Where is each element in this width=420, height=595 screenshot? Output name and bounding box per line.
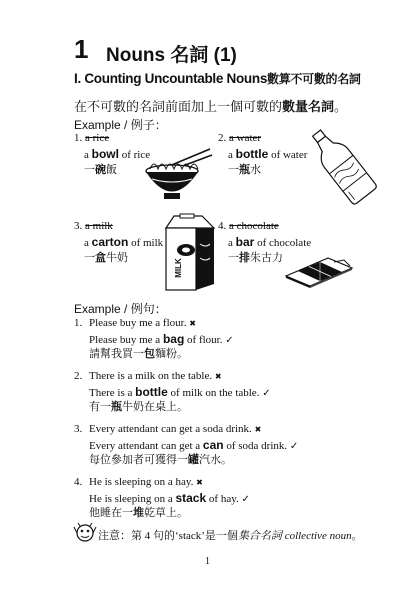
item-number: 3. <box>74 220 83 232</box>
note-term-en: collective noun <box>281 530 352 542</box>
example-item-rice <box>74 131 150 179</box>
section-title-en: I. Counting Uncountable Nouns <box>74 71 268 86</box>
sentence-keyword: can <box>202 437 224 452</box>
item-zh-post: 牛奶 <box>106 252 128 264</box>
item-number: 2. <box>218 132 227 144</box>
item-keyword: bowl <box>91 146 119 161</box>
cross-icon: ✖ <box>189 319 196 328</box>
example-item-milk <box>74 219 163 267</box>
item-zh-pre: 一 <box>84 252 95 264</box>
item-number: 1. <box>74 132 83 144</box>
examples-label: Example / 例子： <box>74 118 167 132</box>
sentence-wrong: He is sleeping on a hay. <box>89 476 194 488</box>
sentence-zh-bold: 罐 <box>188 454 199 466</box>
item-zh-pre: 一 <box>84 164 95 176</box>
sentence-keyword: bag <box>162 331 185 346</box>
item-zh-bold: 排 <box>239 252 250 264</box>
chapter-title: Nouns 名詞 (1) <box>106 45 237 66</box>
sentence-right-pre: Every attendant can get a <box>89 439 203 452</box>
sentence-wrong: Every attendant can get a soda drink. <box>89 423 252 435</box>
rice-bowl-icon <box>142 145 212 205</box>
item-zh-pre: 一 <box>228 164 239 176</box>
section-title-zh: 數算不可數的名詞 <box>267 72 361 86</box>
chocolate-bar-icon <box>284 254 354 288</box>
item-post: of rice <box>118 148 151 161</box>
sentence-right-pre: He is sleeping on a <box>89 492 176 505</box>
note-term-zh: 集合名詞 <box>237 530 282 542</box>
intro-text <box>74 96 347 115</box>
sentences-label: Example / 例句： <box>74 302 167 316</box>
intro-after: 。 <box>334 99 348 114</box>
sentence-right-pre: Please buy me a <box>89 333 163 346</box>
item-zh-post: 水 <box>250 164 261 176</box>
sentence-2 <box>74 369 404 417</box>
item-wrong-noun: a milk <box>85 220 113 232</box>
sentence-3 <box>74 422 404 470</box>
sentence-number: 4. <box>74 476 83 488</box>
sentence-number: 1. <box>74 317 83 329</box>
sentence-zh-pre: 他睡在一 <box>89 507 133 519</box>
item-zh-bold: 盒 <box>95 252 106 264</box>
sentence-zh-post: 牛奶在桌上。 <box>122 401 188 413</box>
item-post: of milk <box>128 236 164 249</box>
item-keyword: bar <box>235 234 255 249</box>
sentence-keyword: bottle <box>135 384 168 399</box>
water-bottle-icon <box>312 124 372 204</box>
cross-icon: ✖ <box>254 425 262 434</box>
item-pre: a <box>84 148 92 161</box>
sentence-zh-bold: 包 <box>144 348 155 360</box>
item-zh-post: 朱古力 <box>250 252 283 264</box>
item-pre: a <box>228 148 236 161</box>
sentence-number: 2. <box>74 370 83 382</box>
note-prefix: 注意：第 4 句的‘stack’是一個 <box>98 530 238 542</box>
sentence-right-post: of flour. <box>184 333 223 346</box>
sentence-right-post: of hay. <box>206 492 239 505</box>
item-post: of chocolate <box>254 236 312 249</box>
sentence-wrong: Please buy me a flour. <box>89 317 187 329</box>
sentence-keyword: stack <box>175 490 207 505</box>
check-icon: ✓ <box>262 387 271 399</box>
sentence-zh-pre: 每位參加者可獲得一 <box>89 454 188 466</box>
example-item-water <box>218 131 307 179</box>
item-post: of water <box>268 148 308 161</box>
page-number: 1 <box>205 556 210 567</box>
item-zh-bold: 碗 <box>95 164 106 176</box>
item-zh-bold: 瓶 <box>239 164 250 176</box>
sentence-zh-post: 汽水。 <box>199 454 232 466</box>
sentence-number: 3. <box>74 423 83 435</box>
note-suffix: 。 <box>351 530 363 542</box>
intro-bold: 數量名詞 <box>282 99 335 114</box>
sentence-right-post: of milk on the table. <box>167 386 260 399</box>
item-keyword: bottle <box>235 146 269 161</box>
cross-icon: ✖ <box>196 478 203 487</box>
item-pre: a <box>84 236 92 249</box>
intro-before: 在不可數的名詞前面加上一個可數的 <box>74 99 283 114</box>
sentence-wrong: There is a milk on the table. <box>89 370 213 382</box>
check-icon: ✓ <box>289 440 299 452</box>
milk-carton-icon <box>162 214 218 294</box>
sentence-zh-pre: 有一 <box>89 401 111 413</box>
item-wrong-noun: a water <box>229 132 262 144</box>
sentence-right-post: of soda drink. <box>223 439 288 452</box>
check-icon: ✓ <box>241 493 250 505</box>
note <box>98 527 363 543</box>
sentence-zh-bold: 堆 <box>133 507 144 519</box>
sentence-1 <box>74 316 404 364</box>
item-pre: a <box>228 236 236 249</box>
section-title <box>74 70 361 87</box>
sentence-zh-post: 乾草上。 <box>144 507 188 519</box>
sentence-zh-pre: 請幫我買一 <box>89 348 144 360</box>
item-number: 4. <box>218 220 227 232</box>
item-wrong-noun: a chocolate <box>229 220 279 232</box>
cross-icon: ✖ <box>214 372 222 381</box>
item-keyword: carton <box>91 234 129 249</box>
chapter-number: 1 <box>74 34 89 64</box>
check-icon: ✓ <box>225 334 234 346</box>
sentence-4 <box>74 475 404 523</box>
attention-icon <box>74 523 96 543</box>
item-zh-pre: 一 <box>228 252 239 264</box>
item-wrong-noun: a rice <box>85 132 110 144</box>
item-zh-post: 飯 <box>106 164 117 176</box>
sentence-zh-post: 麵粉。 <box>155 348 188 360</box>
carton-label: MILK <box>174 258 183 278</box>
sentence-right-pre: There is a <box>89 386 136 399</box>
sentence-zh-bold: 瓶 <box>111 401 122 413</box>
